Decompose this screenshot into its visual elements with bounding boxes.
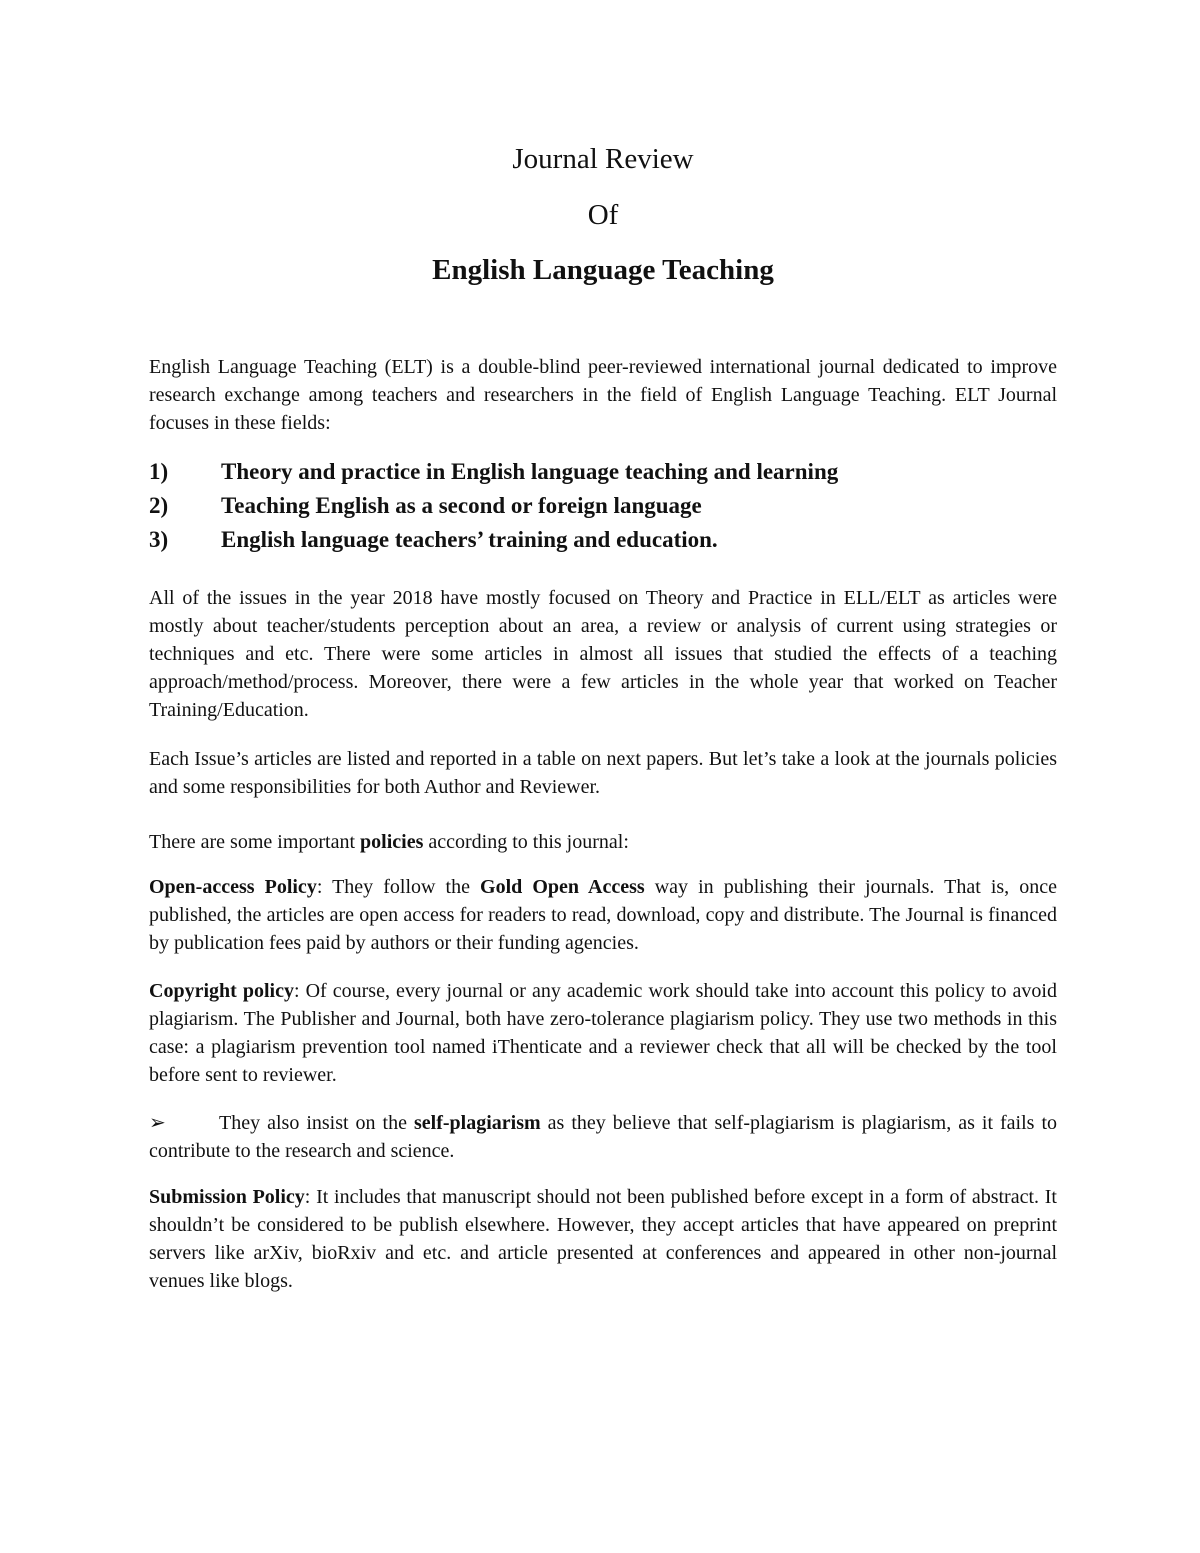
title-line-2: Of: [587, 199, 619, 231]
submission-paragraph: [149, 1183, 1057, 1295]
focus-item: [149, 455, 1057, 489]
title-line-3: English Language Teaching: [432, 254, 774, 286]
focus-item: [149, 523, 1057, 557]
focus-item: [149, 489, 1057, 523]
open-access-bold: Gold Open Access: [480, 876, 645, 898]
focus-list: [149, 455, 1057, 557]
submission-text: : It includes that manuscript should not been published before except in a form of abstract. It shouldn’t be considered to be publish elsewhere. However, they accept articles that have appeared on preprint servers like arXiv, bioRxiv and etc. and article presented at conferences and appeared in other non-journal venues like blogs.: [149, 1186, 1057, 1292]
copyright-label: Copyright policy: [149, 980, 294, 1002]
focus-item-number: 1): [149, 459, 169, 484]
intro-paragraph: English Language Teaching (ELT) is a double-blind peer-reviewed international journal dedicated to improve research exchange among teachers and researchers in the field of English Language Teaching. ELT Journal focuses in these fields:: [149, 356, 1057, 434]
focus-item-number: 2): [149, 493, 169, 518]
important-bold: policies: [360, 831, 424, 853]
open-access-paragraph: [149, 873, 1057, 957]
copyright-paragraph: [149, 977, 1057, 1089]
copyright-text: : Of course, every journal or any academic work should take into account this policy to avoid plagiarism. The Publisher and Journal, both have zero-tolerance plagiarism policy. They use two methods in this case: a plagiarism prevention tool named iThenticate and a reviewer check that all will be checked by the tool before sent to reviewer.: [149, 980, 1057, 1086]
self-plagiarism-after: as they believe that self-plagiarism is plagiarism, as it fails to contribute to the research and science.: [149, 1112, 1057, 1162]
focus-item-text: English language teachers’ training and education.: [221, 527, 718, 552]
arrow-bullet-icon: ➢: [149, 1112, 166, 1134]
focus-item-text: Theory and practice in English language teaching and learning: [221, 459, 839, 484]
title-line-1: Journal Review: [512, 143, 694, 175]
open-access-part2: way in publishing their journals. That is, once published, the articles are open access for readers to read, download, copy and distribute. The Journal is financed by publication fees paid by authors or their funding agencies.: [149, 876, 1057, 954]
self-plagiarism-paragraph: [149, 1109, 1057, 1165]
important-policies-paragraph: [149, 828, 1057, 856]
submission-label: Submission Policy: [149, 1186, 305, 1208]
document-page: [149, 0, 1057, 1553]
important-after: according to this journal:: [423, 831, 629, 853]
self-plagiarism-before: They also insist on the: [219, 1112, 414, 1134]
open-access-label: Open-access Policy: [149, 876, 317, 898]
self-plagiarism-bold: self-plagiarism: [414, 1112, 541, 1134]
open-access-part1: : They follow the: [316, 876, 481, 898]
focus-item-number: 3): [149, 527, 169, 552]
issues-paragraph: All of the issues in the year 2018 have mostly focused on Theory and Practice in ELL/ELT as articles were mostly about teacher/students perception about an area, a review or analysis of current using strategies or techniques and etc. There were some articles in almost all issues that studied the effects of a teaching approach/method/process. Moreover, there were a few articles in the whole year that worked on Teacher Training/Education.: [149, 587, 1057, 721]
important-before: There are some important: [149, 831, 361, 853]
each-issue-paragraph: Each Issue’s articles are listed and reported in a table on next papers. But let’s take a look at the journals policies and some responsibilities for both Author and Reviewer.: [149, 748, 1057, 798]
focus-item-text: Teaching English as a second or foreign language: [221, 493, 702, 518]
